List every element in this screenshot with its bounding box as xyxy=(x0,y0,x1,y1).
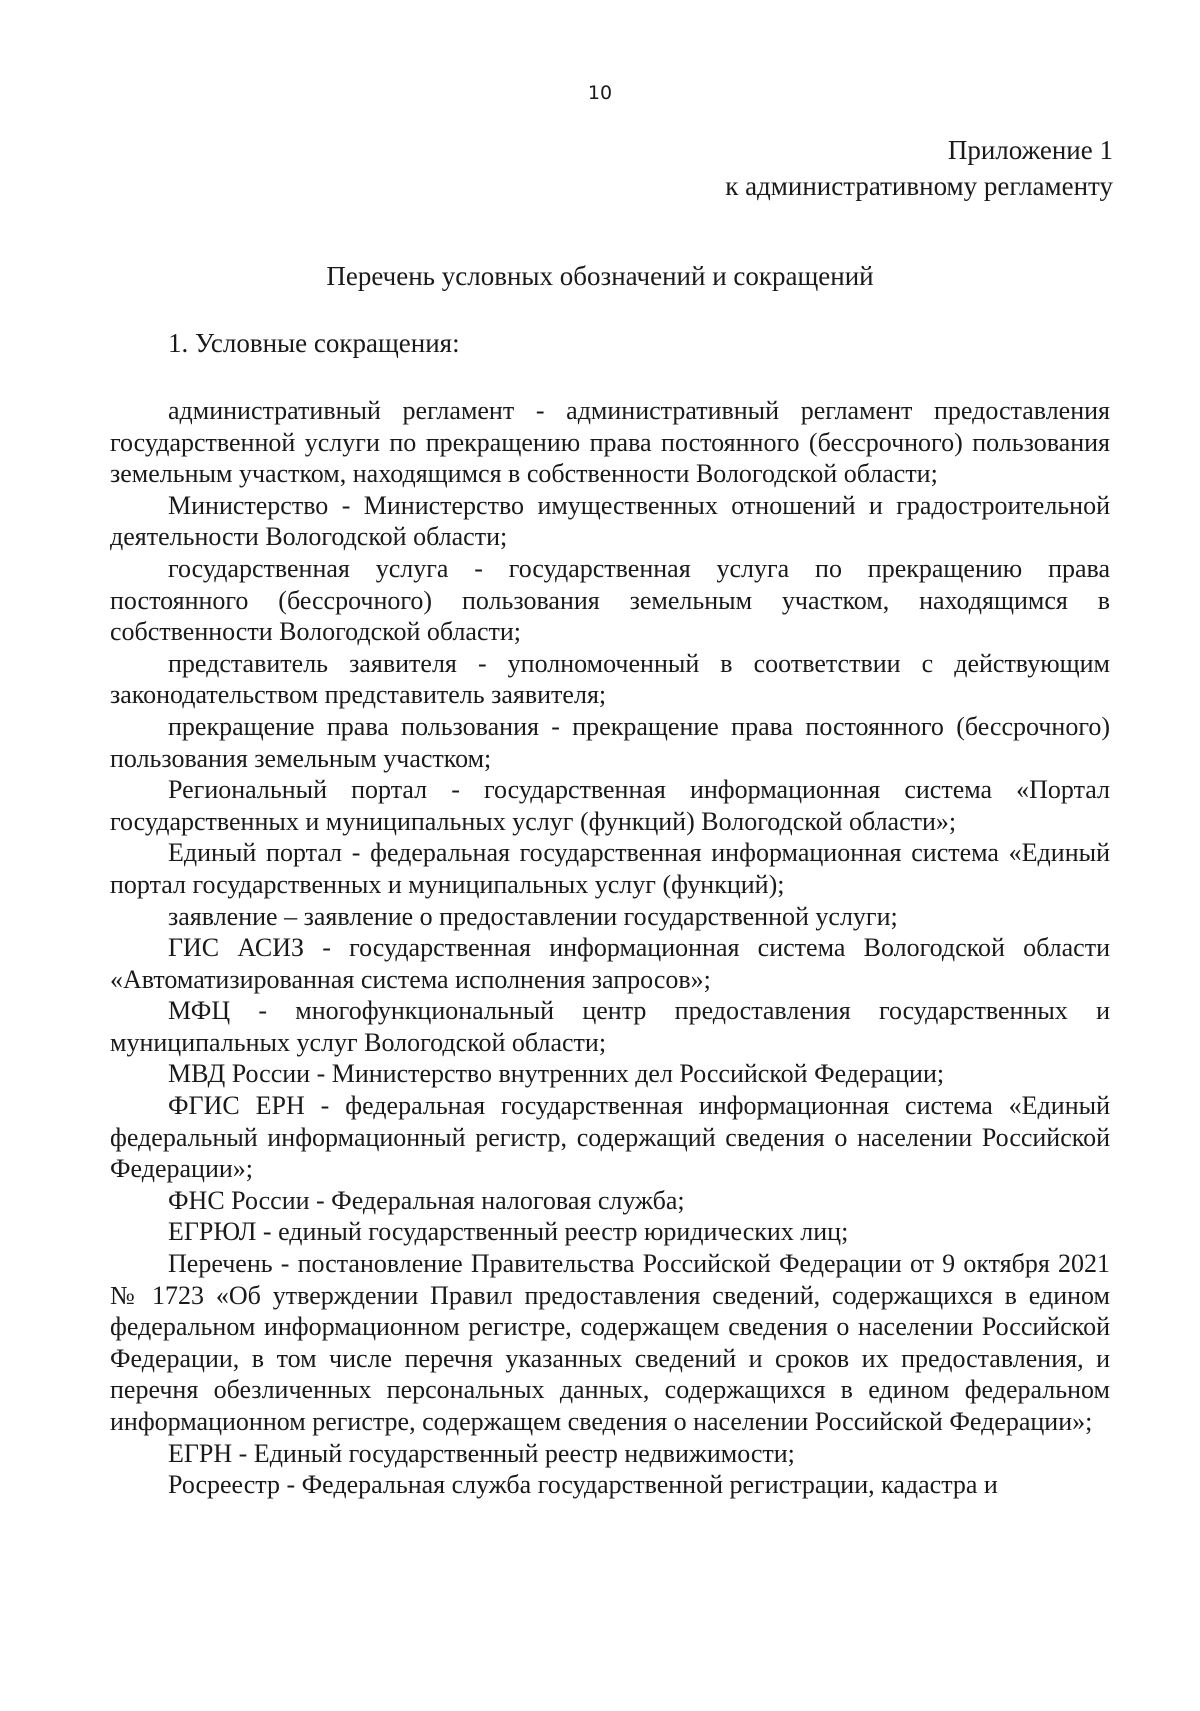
abbreviation-entry: МФЦ - многофункциональный центр предоставления государственных и муниципальных услуг Вологодской области; xyxy=(110,996,1110,1057)
abbreviation-entry: Региональный портал - государственная информационная система «Портал государственных и муниципальных услуг (функций) Вологодской области»; xyxy=(110,775,1110,836)
page-number: 10 xyxy=(587,82,613,104)
abbreviation-entry: прекращение права пользования - прекращение права постоянного (бессрочного) пользования земельным участком; xyxy=(110,711,1110,773)
document-title: Перечень условных обозначений и сокращений xyxy=(326,261,874,291)
abbreviation-entry: административный регламент - административный регламент предоставления государственной услуги по прекращению права постоянного (бессрочного) пользования земельным участком, находящимся в собственности Вологодской области; xyxy=(110,396,1110,489)
abbreviation-entry: ЕГРЮЛ - единый государственный реестр юридических лиц; xyxy=(168,1217,849,1247)
abbreviation-entry: ФНС России - Федеральная налоговая служба; xyxy=(168,1185,685,1215)
abbreviation-entry: ГИС АСИЗ - государственная информационная система Вологодской области «Автоматизированная система исполнения запросов»; xyxy=(110,933,1110,994)
abbreviation-entry: Росреестр - Федеральная служба государственной регистрации, кадастра и xyxy=(168,1470,998,1500)
section-heading: 1. Условные сокращения: xyxy=(168,328,460,358)
abbreviation-entry: Единый портал - федеральная государственная информационная система «Единый портал государственных и муниципальных услуг (функций); xyxy=(110,838,1110,899)
abbreviation-entry: представитель заявителя - уполномоченный в соответствии с действующим законодательством представитель заявителя; xyxy=(110,648,1110,710)
abbreviation-entry: ЕГРН - Единый государственный реестр недвижимости; xyxy=(168,1438,795,1468)
abbreviation-entry: МВД России - Министерство внутренних дел Российской Федерации; xyxy=(168,1059,945,1089)
abbreviation-entry: заявление – заявление о предоставлении государственной услуги; xyxy=(168,901,898,931)
abbreviation-entry: государственная услуга - государственная услуга по прекращению права постоянного (бессрочного) пользования земельным участком, находящимся в собственности Вологодской области; xyxy=(110,553,1110,647)
appendix-line-1: Приложение 1 xyxy=(947,135,1113,165)
appendix-line-2: к административному регламенту xyxy=(725,171,1113,201)
abbreviation-entry: Министерство - Министерство имущественных отношений и градостроительной деятельности Вологодской области; xyxy=(110,490,1110,552)
abbreviation-entry: ФГИС ЕРН - федеральная государственная информационная система «Единый федеральный информационный регистр, содержащий сведения о населении Российской Федерации»; xyxy=(110,1091,1110,1184)
appendix-note xyxy=(725,132,1113,204)
abbreviation-entry: Перечень - постановление Правительства Российской Федерации от 9 октября 2021 № 1723 «Об утверждении Правил предоставления сведений, содержащихся в едином федеральном информационном регистре, содержащем сведения о населении Российской Федерации, в том числе перечня указанных сведений и сроков их предоставления, и перечня обезличенных персональных данных, содержащихся в едином федеральном информационном регистре, содержащем сведения о населении Российской Федерации»; xyxy=(110,1249,1110,1436)
abbreviations-list xyxy=(110,395,1110,1501)
